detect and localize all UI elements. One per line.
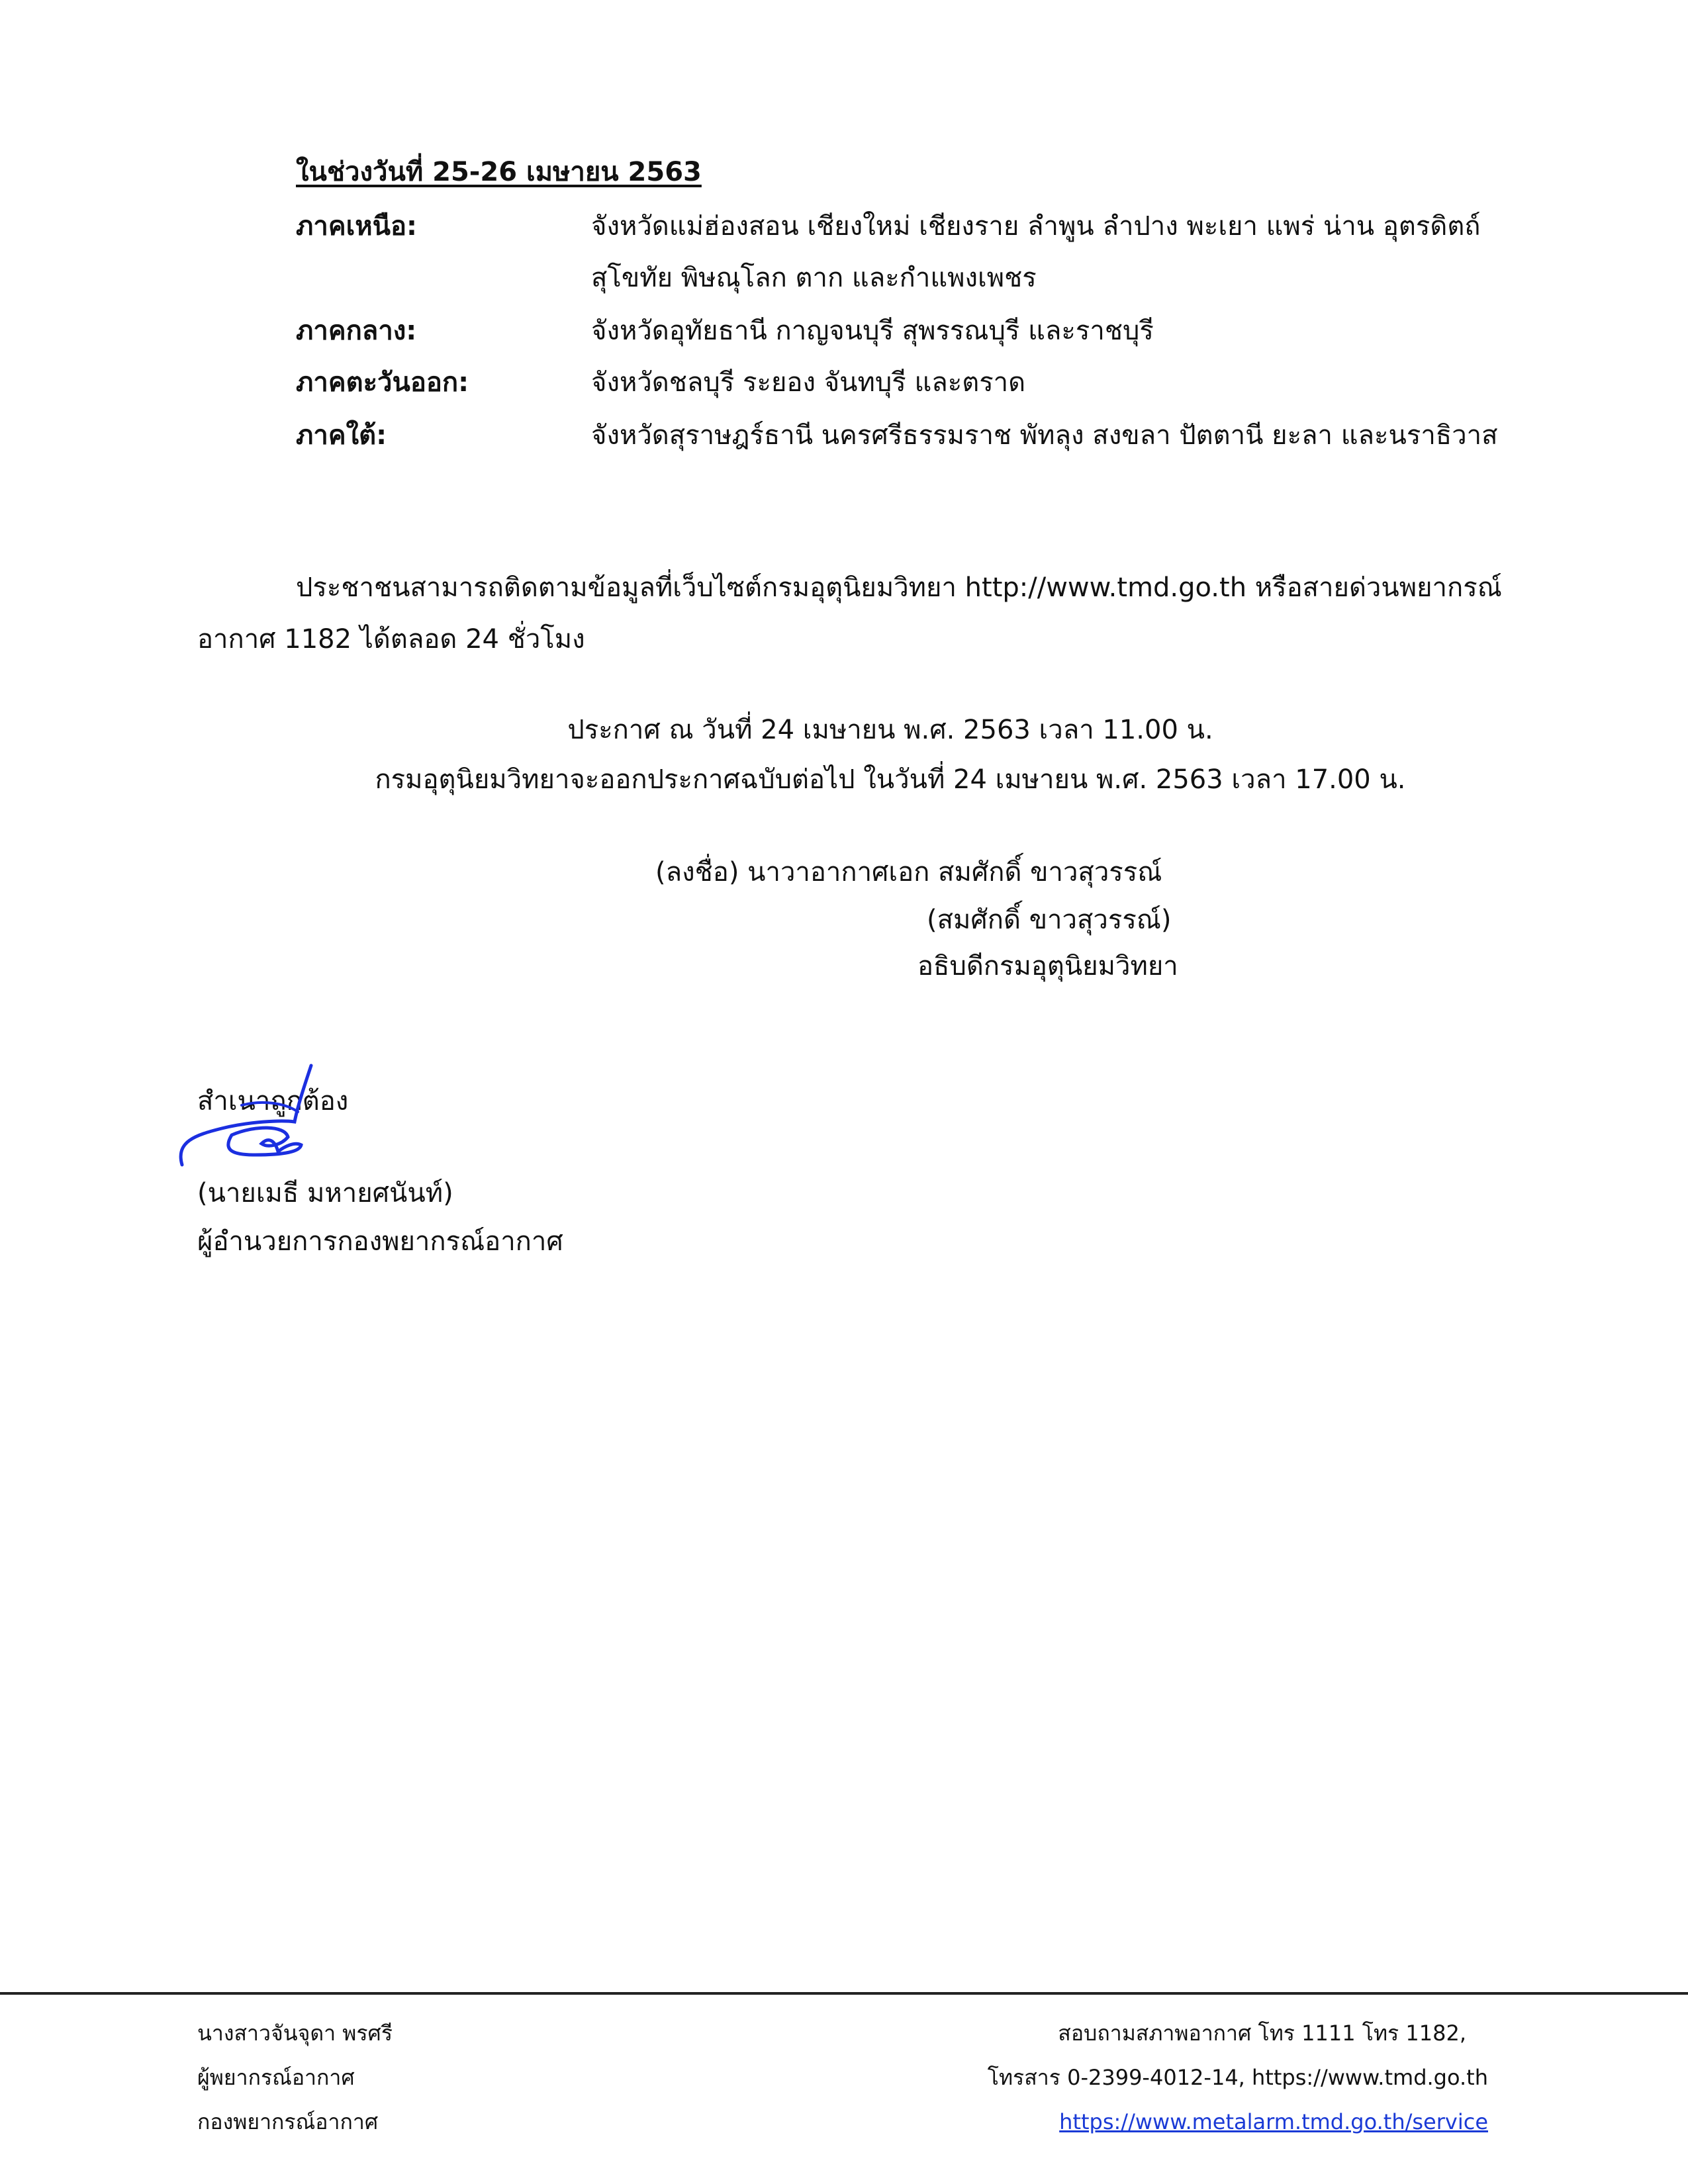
footer-division: กองพยากรณ์อากาศ	[197, 2109, 379, 2134]
info-paragraph-line2: อากาศ 1182 ได้ตลอด 24 ชั่วโมง	[197, 624, 585, 655]
announcement-next: กรมอุตุนิยมวิทยาจะออกประกาศฉบับต่อไป ในวันที่ 24 เมษายน พ.ศ. 2563 เวลา 17.00 น.	[375, 764, 1406, 795]
footer-contact-phone: สอบถามสภาพอากาศ โทร 1111 โทร 1182,	[1058, 2021, 1466, 2046]
certified-copy-name: (นายเมธี มหายศนันท์)	[197, 1178, 453, 1208]
signatory-name: (สมศักดิ์ ขาวสุวรรณ์)	[927, 905, 1172, 935]
footer-contact-fax: โทรสาร 0-2399-4012-14, https://www.tmd.go.th	[987, 2065, 1488, 2090]
region-label-east: ภาคตะวันออก:	[296, 367, 469, 398]
region-label-south: ภาคใต้:	[296, 420, 387, 451]
region-provinces-north-2: สุโขทัย พิษณุโลก ตาก และกำแพงเพชร	[591, 263, 1037, 293]
region-provinces-central: จังหวัดอุทัยธานี กาญจนบุรี สุพรรณบุรี และราชบุรี	[591, 316, 1154, 346]
section-heading: ในช่วงวันที่ 25-26 เมษายน 2563	[296, 157, 702, 187]
footer-forecaster-role: ผู้พยากรณ์อากาศ	[197, 2065, 355, 2090]
signatory-signed: (ลงชื่อ) นาวาอากาศเอก สมศักดิ์ ขาวสุวรรณ์	[655, 857, 1162, 887]
footer-service-link[interactable]: https://www.metalarm.tmd.go.th/service	[1059, 2109, 1488, 2134]
region-provinces-east: จังหวัดชลบุรี ระยอง จันทบุรี และตราด	[591, 367, 1026, 398]
signatory-title: อธิบดีกรมอุตุนิยมวิทยา	[917, 951, 1178, 981]
region-label-north: ภาคเหนือ:	[296, 211, 417, 242]
footer-divider	[0, 1992, 1688, 1995]
certified-copy-title: ผู้อำนวยการกองพยากรณ์อากาศ	[197, 1226, 563, 1257]
region-provinces-south: จังหวัดสุราษฎร์ธานี นครศรีธรรมราช พัทลุง สงขลา ปัตตานี ยะลา และนราธิวาส	[591, 420, 1498, 451]
region-label-central: ภาคกลาง:	[296, 316, 417, 346]
signature-image	[169, 1059, 334, 1178]
announcement-issued: ประกาศ ณ วันที่ 24 เมษายน พ.ศ. 2563 เวลา 11.00 น.	[567, 715, 1213, 745]
footer-forecaster-name: นางสาวจันจุดา พรศรี	[197, 2021, 393, 2046]
region-provinces-north-1: จังหวัดแม่ฮ่องสอน เชียงใหม่ เชียงราย ลำพูน ลำปาง พะเยา แพร่ น่าน อุตรดิตถ์	[591, 211, 1481, 242]
certified-copy-label: สำเนาถูกต้อง	[197, 1086, 349, 1116]
info-paragraph-line1: ประชาชนสามารถติดตามข้อมูลที่เว็บไซต์กรมอุตุนิยมวิทยา http://www.tmd.go.th หรือสายด่วนพยากรณ์	[296, 572, 1502, 603]
